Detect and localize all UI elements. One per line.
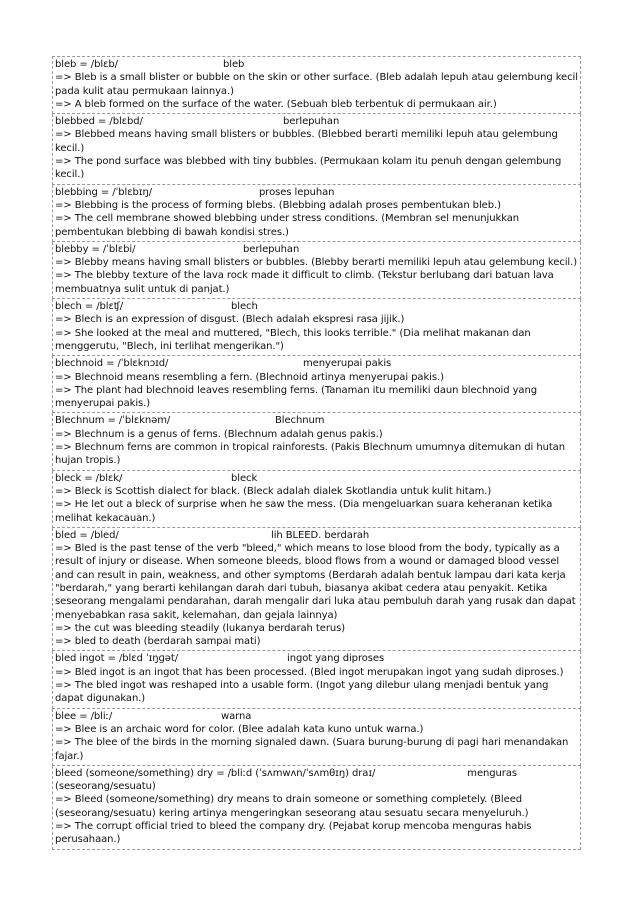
entry-term: blebbed = /blɛbd/	[55, 116, 143, 128]
entry-head	[55, 243, 578, 256]
dictionary-entry	[52, 185, 581, 242]
entry-head	[55, 529, 578, 542]
entry-example-line: => The pond surface was blebbed with tiny bubbles. (Permukaan kolam itu penuh dengan gelembung kecil.)	[55, 156, 562, 181]
entry-term: Blechnum = /ˈblɛknəm/	[55, 415, 171, 427]
entry-term: bled ingot = /blɛd ˈɪŋɡət/	[55, 653, 178, 665]
entry-meaning: lih BLEED. berdarah	[271, 529, 370, 541]
entry-meaning: berlepuhan	[243, 243, 300, 255]
entry-meaning: menyerupai pakis	[303, 358, 392, 370]
dictionary-entry	[52, 413, 581, 470]
entry-term: blech = /blɛʧ/	[55, 301, 124, 313]
entry-head	[55, 115, 578, 128]
entry-example-line: => Blechnum is a genus of ferns. (Blechnum adalah genus pakis.)	[55, 428, 383, 440]
entry-example-line: => Bleb is a small blister or bubble on the skin or other surface. (Bleb adalah lepuh atau gelembung kecil pada kulit atau permukaan lainnya.)	[55, 72, 578, 97]
entry-example-line: => She looked at the meal and muttered, "Blech, this looks terrible." (Dia melihat makanan dan menggerutu, "Blech, ini terlihat mengerikan.")	[55, 327, 531, 352]
entry-example-line: => He let out a bleck of surprise when he saw the mess. (Dia mengeluarkan suara keheranan ketika melihat kekacauan.)	[55, 499, 553, 524]
entry-term: blebbing = /ˈblɛbɪŋ/	[55, 186, 152, 198]
entry-term: bleck = /blɛk/	[55, 472, 123, 484]
entry-meaning: ingot yang diproses	[287, 653, 385, 665]
entry-meaning: Blechnum	[275, 415, 325, 427]
entry-example-line: => Bleed (someone/something) dry means to drain someone or something completely. (Bleed (seseorang/sesuatu) kering artinya mengeringkan seseorang atau sesuatu secara menyeluruh.)	[55, 794, 529, 819]
dictionary-entry	[52, 709, 581, 766]
entry-meaning: proses lepuhan	[259, 186, 335, 198]
entry-head	[55, 186, 578, 199]
entry-term: bleb = /blɛb/	[55, 59, 118, 70]
entry-term: blee = /bliː/	[55, 710, 113, 722]
entry-head	[55, 414, 578, 427]
dictionary-entry	[52, 356, 581, 413]
entry-term: blebby = /ˈblɛbi/	[55, 243, 136, 255]
entry-head	[55, 357, 578, 370]
entry-example-line: => The bled ingot was reshaped into a usable form. (Ingot yang dilebur ulang menjadi bentuk yang dapat digunakan.)	[55, 680, 549, 705]
entry-example-line: => Blebbed means having small blisters or bubbles. (Blebbed berarti memiliki lepuh atau gelembung kecil.)	[55, 129, 558, 154]
dictionary-entry	[52, 528, 581, 652]
entry-head	[55, 710, 578, 723]
entry-example-line: => bled to death (berdarah sampai mati)	[55, 636, 261, 648]
entry-example-line: => the cut was bleeding steadily (lukanya berdarah terus)	[55, 622, 346, 634]
entry-example-line: => The plant had blechnoid leaves resembling ferns. (Tanaman itu memiliki daun blechnoid yang menyerupai pakis.)	[55, 384, 537, 410]
dictionary-entry	[52, 766, 581, 850]
entry-head	[55, 652, 578, 665]
entry-example-line: => Blechnum ferns are common in tropical rainforests. (Pakis Blechnum umumnya ditemukan di hutan hujan tropis.)	[55, 442, 565, 467]
entry-example-line: => Bled is the past tense of the verb "bleed," which means to lose blood from the body, typically as a result of injury or disease. When someone bleeds, blood flows from a wound or damaged blood vessel and can result in pain, weakness, and other symptoms (Berdarah adalah bentuk lampau dari kata kerja "berdarah," yang berarti kehilangan darah dari tubuh, biasanya akibat cedera atau penyakit. Ketika seseorang mengalami pendarahan, darah mengalir dari luka atau pembuluh darah yang rusak dan dapat menyebabkan rasa sakit, kelemahan, dan gejala lainnya)	[55, 543, 576, 621]
entry-term: blechnoid = /ˈblɛknɔɪd/	[55, 358, 169, 370]
dictionary-entry	[52, 242, 581, 299]
entry-meaning: blech	[231, 301, 258, 313]
entry-example-line: => The blebby texture of the lava rock made it difficult to climb. (Tekstur berlubang dari batuan lava membuatnya sulit untuk di panjat.)	[55, 270, 554, 295]
entry-example-line: => Blee is an archaic word for color. (Blee adalah kata kuno untuk warna.)	[55, 723, 424, 735]
entry-head	[55, 58, 578, 71]
entry-example-line: => Blechnoid means resembling a fern. (Blechnoid artinya menyerupai pakis.)	[55, 371, 444, 383]
entry-example-line: => The cell membrane showed blebbing under stress conditions. (Membran sel menunjukkan pembentukan blebbing di bawah kondisi stres.)	[55, 213, 520, 238]
dictionary-entry	[52, 114, 581, 184]
entry-term: bleed (someone/something) dry = /bliːd (ˈsʌmwʌn/ˈsʌmθɪŋ) draɪ/	[55, 767, 376, 779]
entry-term: bled = /bled/	[55, 529, 119, 541]
entry-meaning: warna	[221, 710, 252, 722]
entry-head	[55, 767, 578, 794]
dictionary-entry	[52, 471, 581, 528]
entry-example-line: => A bleb formed on the surface of the water. (Sebuah bleb terbentuk di permukaan air.)	[55, 98, 497, 110]
dictionary-entry	[52, 56, 581, 114]
entry-example-line: => The corrupt official tried to bleed the company dry. (Pejabat korup mencoba menguras habis perusahaan.)	[55, 821, 532, 846]
entry-meaning: menguras (seseorang/sesuatu)	[55, 767, 518, 793]
entry-example-line: => The blee of the birds in the morning signaled dawn. (Suara burung-burung di pagi hari menandakan fajar.)	[55, 737, 569, 762]
entry-meaning: bleck	[231, 472, 258, 484]
entry-example-line: => Bled ingot is an ingot that has been processed. (Bled ingot merupakan ingot yang sudah diproses.)	[55, 666, 564, 678]
entry-meaning: bleb	[223, 59, 245, 70]
entry-example-line: => Blebby means having small blisters or bubbles. (Blebby berarti memiliki lepuh atau gelembung kecil.)	[55, 257, 578, 269]
entry-example-line: => Bleck is Scottish dialect for black. (Bleck adalah dialek Skotlandia untuk kulit hitam.)	[55, 485, 492, 497]
entry-meaning: berlepuhan	[283, 116, 340, 128]
dictionary-entry	[52, 299, 581, 356]
entry-head	[55, 472, 578, 485]
entry-example-line: => Blech is an expression of disgust. (Blech adalah ekspresi rasa jijik.)	[55, 314, 405, 326]
entry-example-line: => Blebbing is the process of forming blebs. (Blebbing adalah proses pembentukan bleb.)	[55, 199, 501, 211]
dictionary-entry	[52, 651, 581, 708]
entry-head	[55, 300, 578, 313]
word-list	[52, 56, 581, 850]
